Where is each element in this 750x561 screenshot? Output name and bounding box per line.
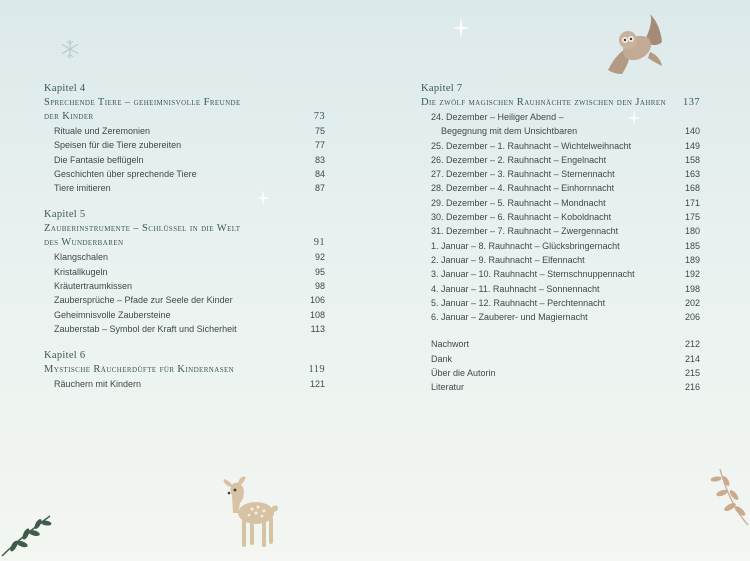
page-number: 113 xyxy=(310,323,325,334)
toc-entry[interactable]: Kristallkugeln 95 xyxy=(44,265,325,279)
page-number: 202 xyxy=(684,297,700,308)
page-number: 119 xyxy=(308,364,325,376)
page-number: 92 xyxy=(314,252,325,263)
toc-entry[interactable]: 31. Dezember – 7. Rauhnacht – Zwergennacht 180 xyxy=(421,224,700,238)
leaf-branch-icon xyxy=(700,465,750,529)
toc-entry[interactable]: Begegnung mit dem Unsichtbaren 140 xyxy=(421,124,700,138)
page-number: 215 xyxy=(684,368,700,379)
chapter-6-label: Kapitel 6 xyxy=(44,350,86,362)
chapter-6-title[interactable]: Mystische Räucherdüfte für Kindernasen 119 xyxy=(44,364,325,376)
owl-icon xyxy=(604,12,670,78)
page-number: 214 xyxy=(684,353,700,364)
toc-entry[interactable]: Zauberstab – Symbol der Kraft und Sicherheit 113 xyxy=(44,322,325,336)
chapter-5-label: Kapitel 5 xyxy=(44,209,86,221)
toc-entry[interactable]: 1. Januar – 8. Rauhnacht – Glücksbringernacht 185 xyxy=(421,239,700,253)
page-number: 149 xyxy=(684,140,700,151)
toc-entry-backmatter[interactable]: Über die Autorin 215 xyxy=(421,366,700,380)
fawn-icon xyxy=(218,473,288,551)
page-number: 216 xyxy=(684,382,700,393)
toc-entry[interactable]: 6. Januar – Zauberer- und Magiernacht 206 xyxy=(421,310,700,324)
toc-entry[interactable]: 25. Dezember – 1. Rauhnacht – Wichtelweihnacht 149 xyxy=(421,139,700,153)
page-number: 106 xyxy=(309,295,325,306)
page-number: 83 xyxy=(314,154,325,165)
toc-entry-backmatter[interactable]: Nachwort 212 xyxy=(421,337,700,351)
toc-entry[interactable]: 24. Dezember – Heiliger Abend – xyxy=(431,112,564,122)
toc-entry-backmatter[interactable]: Literatur 216 xyxy=(421,380,700,394)
page-number: 158 xyxy=(684,154,700,165)
page-number: 75 xyxy=(314,126,325,136)
page-number: 137 xyxy=(683,97,700,108)
snowflake-icon xyxy=(60,39,80,59)
toc-entry[interactable]: 27. Dezember – 3. Rauhnacht – Sternennacht 163 xyxy=(421,167,700,181)
page-number: 140 xyxy=(684,126,700,137)
toc-entry[interactable]: 29. Dezember – 5. Rauhnacht – Mondnacht 171 xyxy=(421,196,700,210)
toc-right-column xyxy=(421,82,700,395)
chapter-7-label: Kapitel 7 xyxy=(421,83,463,94)
toc-entry[interactable]: Geheimnisvolle Zaubersteine 108 xyxy=(44,308,325,322)
toc-entry[interactable]: Die Fantasie beflügeln 83 xyxy=(44,153,325,167)
toc-entry[interactable]: Klangschalen 92 xyxy=(44,250,325,264)
page-number: 198 xyxy=(684,283,700,294)
toc-entry[interactable]: 3. Januar – 10. Rauhnacht – Sternschnuppennacht 192 xyxy=(421,267,700,281)
toc-entry[interactable]: Zaubersprüche – Pfade zur Seele der Kinder 106 xyxy=(44,293,325,307)
toc-left-column xyxy=(44,82,325,392)
toc-entry[interactable]: Speisen für die Tiere zubereiten 77 xyxy=(44,138,325,152)
page-number: 206 xyxy=(684,312,700,323)
page-number: 180 xyxy=(684,226,700,237)
page-number: 98 xyxy=(314,281,325,292)
toc-entry[interactable]: 4. Januar – 11. Rauhnacht – Sonnennacht 198 xyxy=(421,282,700,296)
toc-entry[interactable]: 30. Dezember – 6. Rauhnacht – Koboldnacht 175 xyxy=(421,210,700,224)
page-number: 84 xyxy=(314,168,325,179)
page-number: 95 xyxy=(314,266,325,277)
page-number: 77 xyxy=(314,140,325,151)
page-number: 87 xyxy=(314,183,325,194)
toc-entry[interactable]: Räuchern mit Kindern 121 xyxy=(44,377,325,391)
chapter-4-label: Kapitel 4 xyxy=(44,83,86,94)
page-number: 91 xyxy=(313,237,325,249)
chapter-4-title[interactable]: der Kinder 73 xyxy=(44,111,325,122)
page-number: 121 xyxy=(309,379,325,390)
page-number: 171 xyxy=(684,197,700,208)
chapter-7-title[interactable]: Die zwölf magischen Rauhnächte zwischen den Jahren 137 xyxy=(421,97,700,108)
toc-entry[interactable]: Geschichten über sprechende Tiere 84 xyxy=(44,167,325,181)
page-number: 212 xyxy=(684,339,700,350)
toc-entry[interactable]: Tiere imitieren 87 xyxy=(44,181,325,195)
chapter-5-title-line1[interactable]: Zauberinstrumente – Schlüssel in die Welt xyxy=(44,223,241,235)
leaf-branch-icon xyxy=(0,508,56,558)
toc-entry[interactable]: Kräutertraumkissen 98 xyxy=(44,279,325,293)
page-number: 192 xyxy=(684,269,700,280)
page-number: 175 xyxy=(684,212,700,223)
chapter-5-title[interactable]: des Wunderbaren 91 xyxy=(44,237,325,249)
toc-entry[interactable]: 5. Januar – 12. Rauhnacht – Perchtennacht 202 xyxy=(421,296,700,310)
page-number: 73 xyxy=(313,111,325,122)
toc-entry[interactable]: Rituale und Zeremonien 75 xyxy=(44,124,325,138)
page-number: 189 xyxy=(684,254,700,265)
toc-entry[interactable]: 28. Dezember – 4. Rauhnacht – Einhornnacht 168 xyxy=(421,181,700,195)
toc-entry-backmatter[interactable]: Dank 214 xyxy=(421,352,700,366)
sparkle-icon xyxy=(452,17,470,39)
chapter-4-title-line1[interactable]: Sprechende Tiere – geheimnisvolle Freunde xyxy=(44,97,241,108)
toc-entry[interactable]: 26. Dezember – 2. Rauhnacht – Engelnacht 158 xyxy=(421,153,700,167)
page-number: 108 xyxy=(309,309,325,320)
page-number: 163 xyxy=(684,169,700,180)
page-number: 168 xyxy=(684,183,700,194)
toc-entry[interactable]: 2. Januar – 9. Rauhnacht – Elfennacht 189 xyxy=(421,253,700,267)
page-number: 185 xyxy=(684,240,700,251)
